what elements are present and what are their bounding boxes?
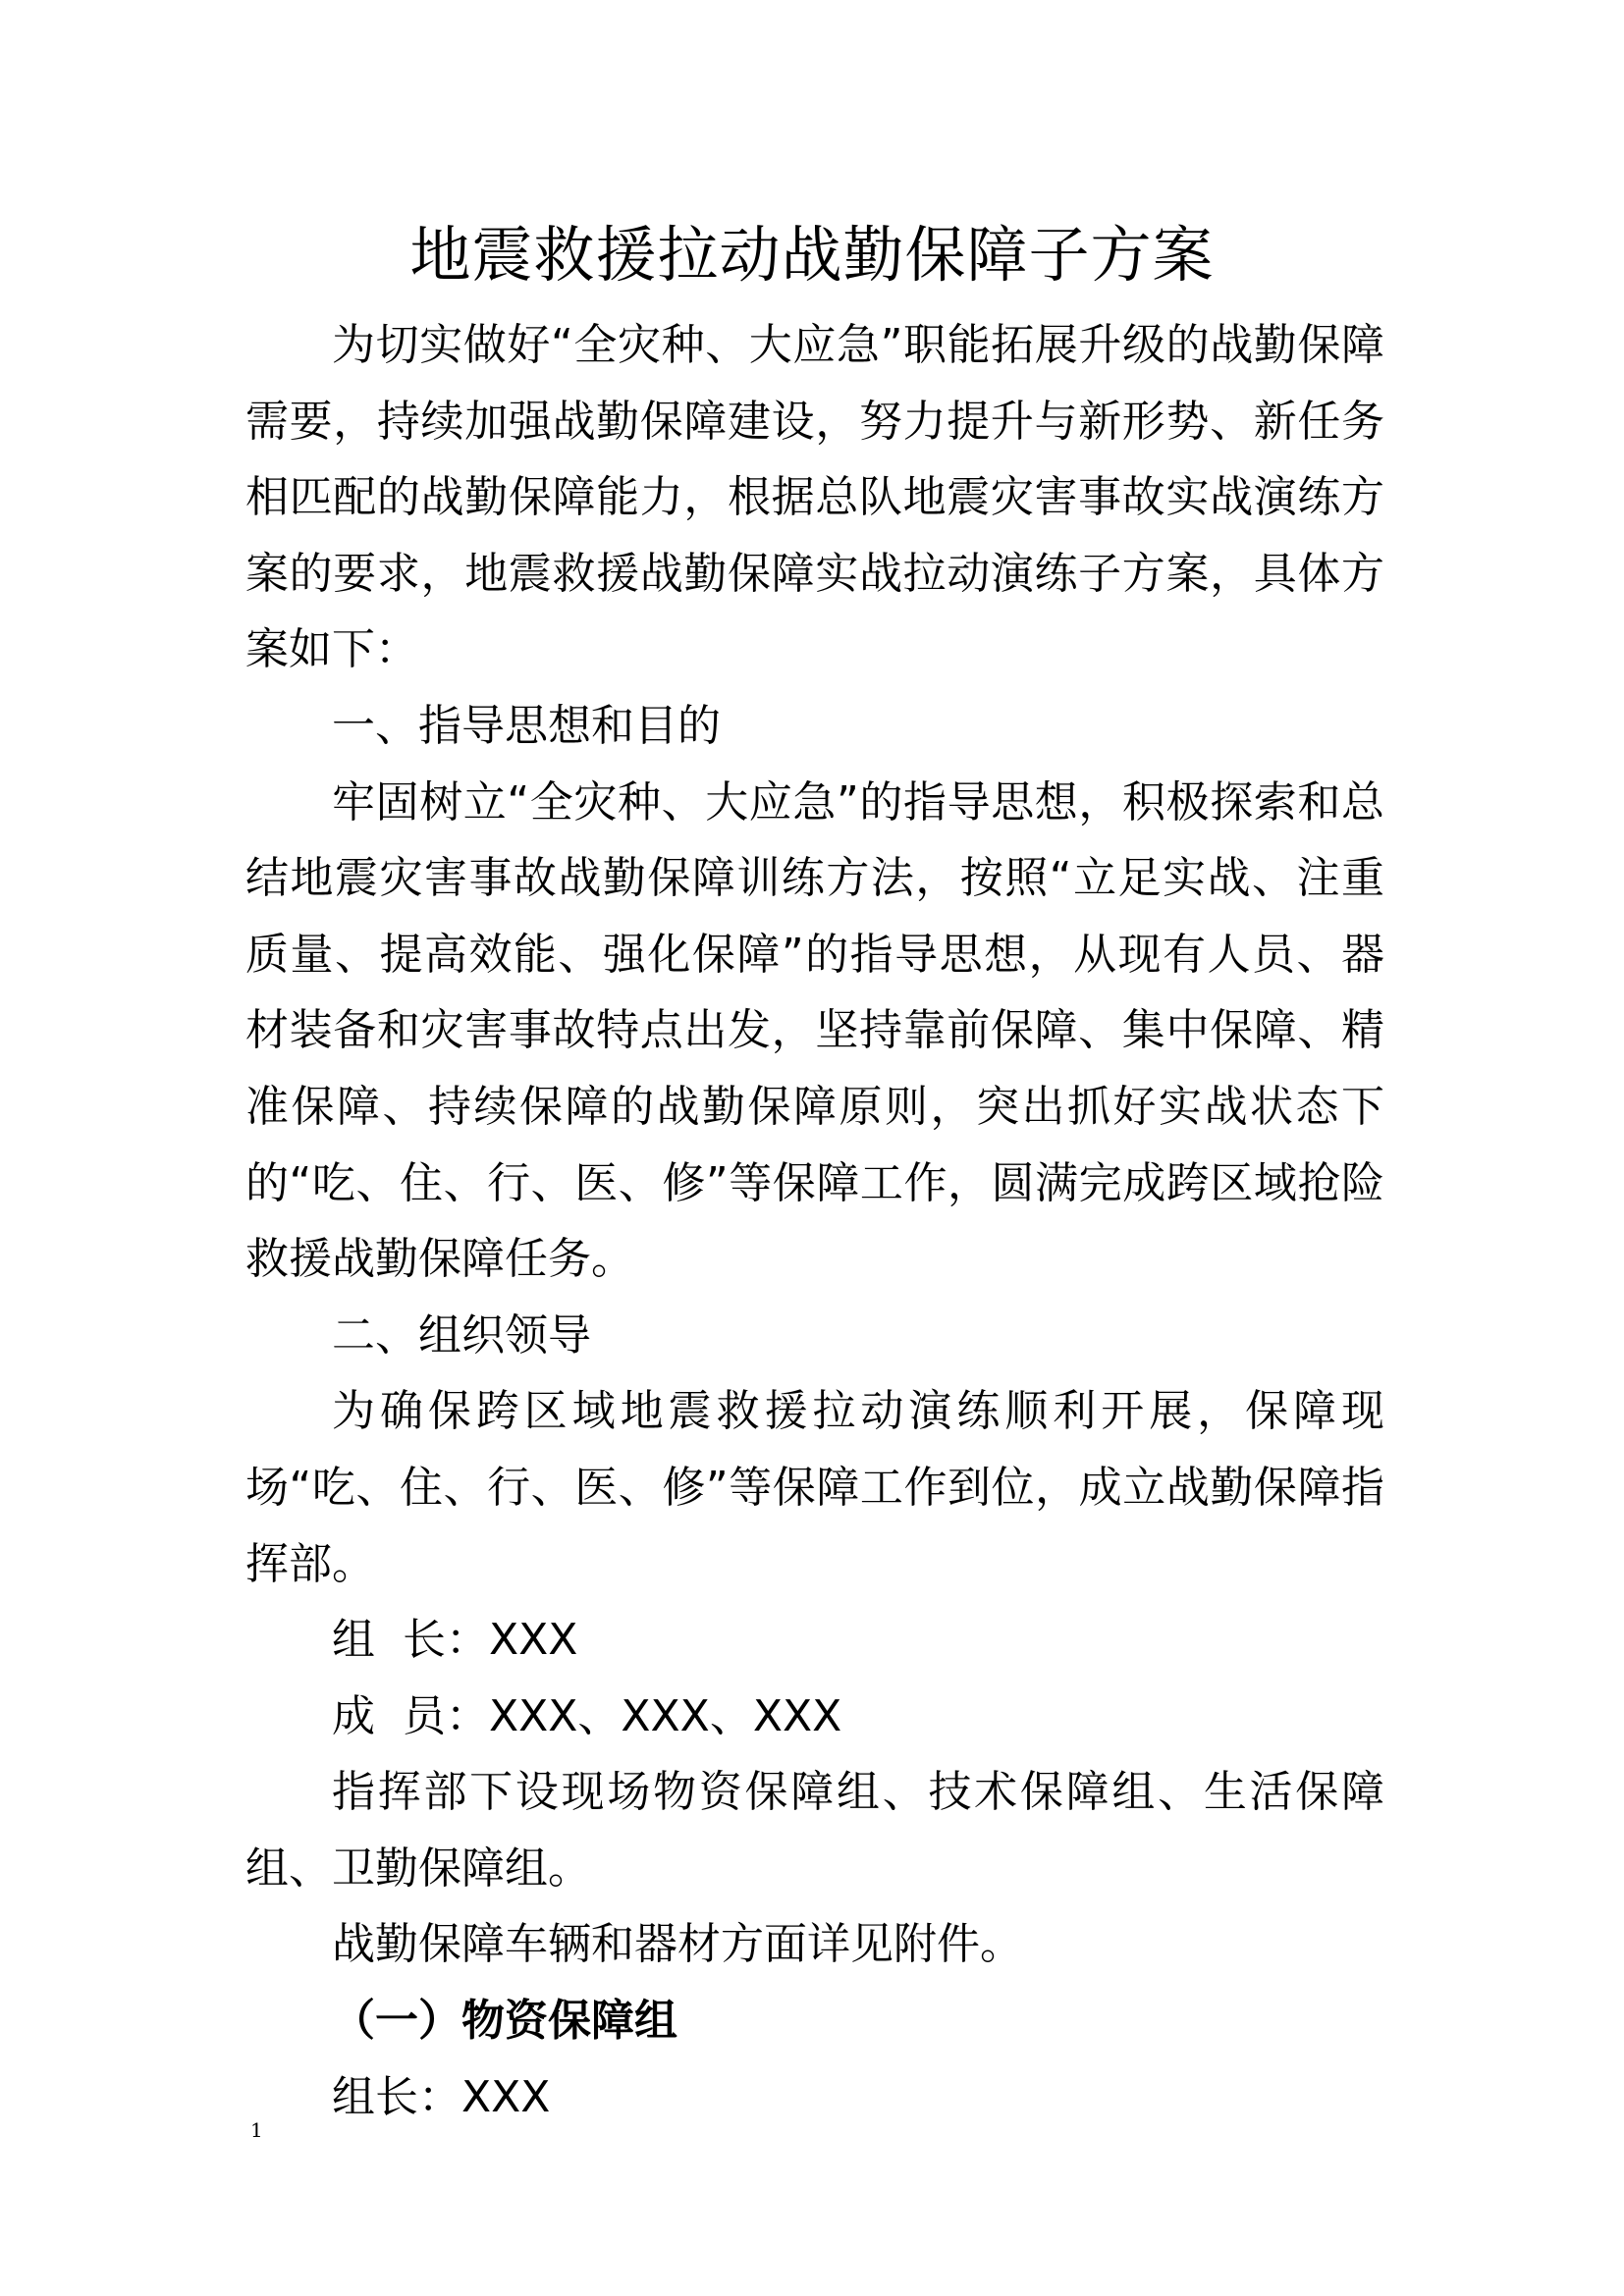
document-title: 地震救援拉动战勤保障子方案	[409, 219, 1215, 291]
group-leader-line: 组 长：XXX	[332, 1615, 578, 1666]
guiding-ideology-paragraph: 牢固树立“全灾种、大应急”的指导思想，积极探索和总结地震灾害事故战勤保障训练方法，按照“立足实战、注重质量、提高效能、强化保障”的指导思想，从现有人员、器材装备和灾害事故特点出发，坚持靠前保障、集中保障、精准保障、持续保障的战勤保障原则，突出抓好实战状态下的“吃、住、行、医、修”等保障工作，圆满完成跨区域抢险救援战勤保障任务。	[245, 776, 1384, 1285]
subsection-heading-material-support: （一）物资保障组	[332, 1996, 677, 2047]
intro-paragraph: 为切实做好“全灾种、大应急”职能拓展升级的战勤保障需要，持续加强战勤保障建设，努力提升与新形势、新任务相匹配的战勤保障能力，根据总队地震灾害事故实战演练方案的要求，地震救援战勤保障实战拉动演练子方案，具体方案如下：	[245, 320, 1384, 675]
organization-paragraph: 为确保跨区域地震救援拉动演练顺利开展，保障现场“吃、住、行、医、修”等保障工作到位，成立战勤保障指挥部。	[245, 1386, 1384, 1589]
section-heading-guiding-ideology: 一、指导思想和目的	[332, 700, 721, 751]
document-body	[245, 307, 1384, 2135]
material-group-leader-line: 组长：XXX	[332, 2071, 551, 2122]
members-line: 成 员：XXX、XXX、XXX	[332, 1690, 842, 1741]
subgroups-paragraph: 指挥部下设现场物资保障组、技术保障组、生活保障组、卫勤保障组。	[245, 1767, 1384, 1894]
page-number: 1	[250, 2118, 263, 2142]
attachment-note: 战勤保障车辆和器材方面详见附件。	[332, 1919, 1023, 1970]
section-heading-organization: 二、组织领导	[332, 1309, 591, 1361]
